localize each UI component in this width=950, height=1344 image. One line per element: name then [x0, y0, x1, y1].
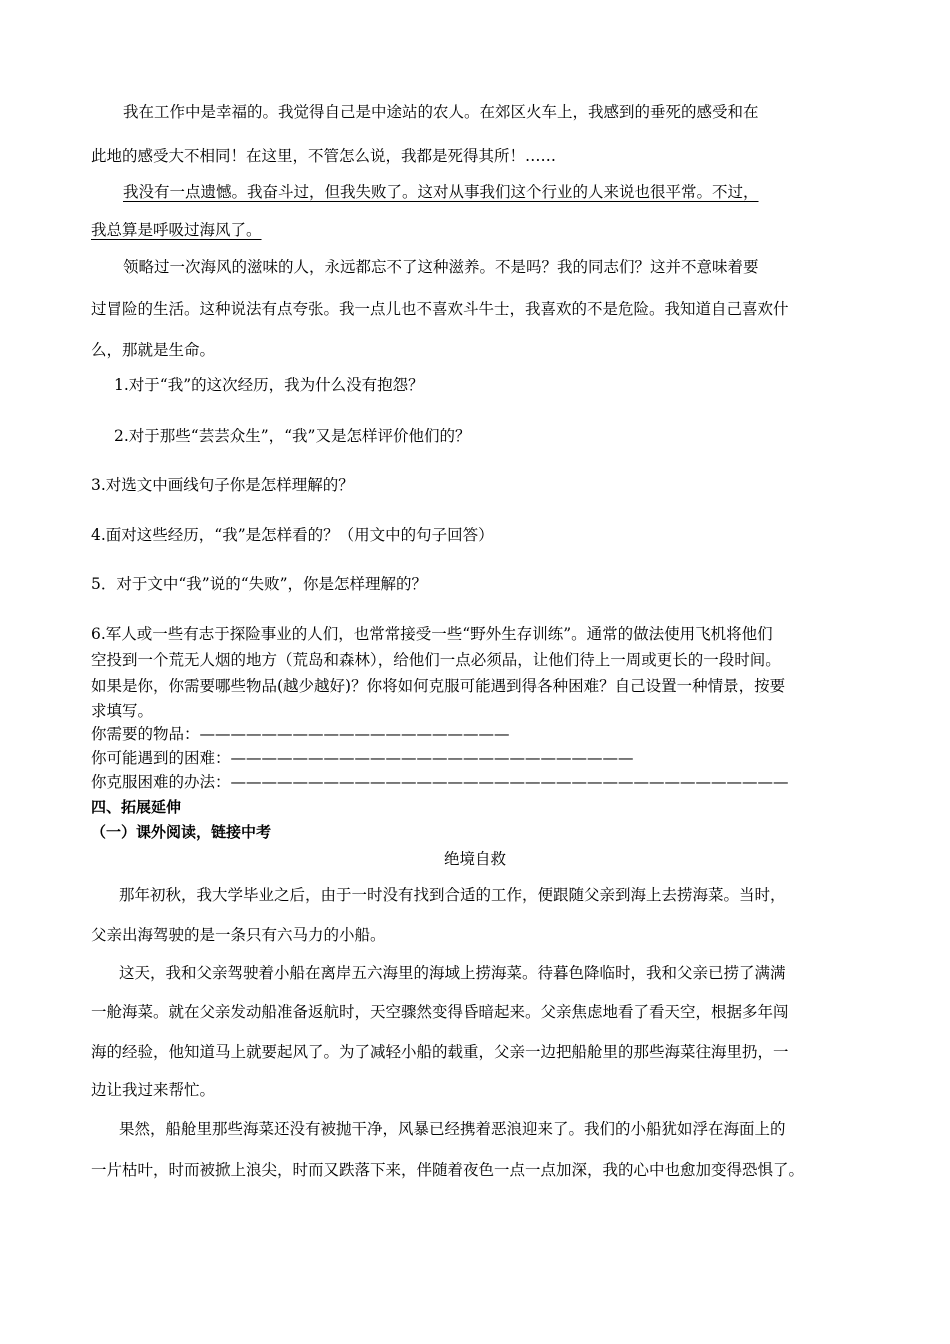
story-paragraph-line: 这天，我和父亲驾驶着小船在离岸五六海里的海域上捞海菜。待暮色降临时，我和父亲已捞了满满 — [119, 964, 786, 982]
section-subheading: （一）课外阅读，链接中考 — [91, 823, 272, 841]
fill-in-methods: 你克服困难的办法：———————————————————————————————————— — [91, 773, 789, 791]
fill-in-difficulties: 你可能遇到的困难：—————————————————————————— — [91, 749, 634, 767]
question-6-line: 如果是你，你需要哪些物品(越少越好)？你将如何克服可能遇到得各种困难？自己设置一种情景，按要 — [91, 677, 786, 695]
story-paragraph-line: 那年初秋，我大学毕业之后，由于一时没有找到合适的工作，便跟随父亲到海上去捞海菜。当时， — [119, 886, 786, 904]
story-paragraph-line: 一片枯叶，时而被掀上浪尖，时而又跌落下来，伴随着夜色一点一点加深，我的心中也愈加变得恐惧了。 — [91, 1161, 805, 1179]
underlined-sentence: 我总算是呼吸过海风了。 — [91, 221, 262, 239]
question-6-line: 空投到一个荒无人烟的地方（荒岛和森林），给他们一点必须品，让他们待上一周或更长的一段时间。 — [91, 651, 781, 669]
paragraph-line: 么，那就是生命。 — [91, 341, 216, 359]
question-6-line: 6.军人或一些有志于探险事业的人们，也常常接受一些“野外生存训练”。通常的做法使用飞机将他们 — [91, 625, 773, 643]
question-4: 4.面对这些经历，“我”是怎样看的？（用文中的句子回答） — [91, 526, 494, 544]
paragraph-line: 过冒险的生活。这种说法有点夸张。我一点儿也不喜欢斗牛士，我喜欢的不是危险。我知道自己喜欢什 — [91, 300, 789, 318]
question-3: 3.对选文中画线句子你是怎样理解的？ — [91, 476, 354, 494]
question-1: 1.对于“我”的这次经历，我为什么没有抱怨？ — [114, 376, 424, 394]
underlined-sentence: 我没有一点遗憾。我奋斗过，但我失败了。这对从事我们这个行业的人来说也很平常。不过， — [123, 183, 759, 201]
story-paragraph-line: 海的经验，他知道马上就要起风了。为了减轻小船的载重，父亲一边把船舱里的那些海菜往海里扔，一 — [91, 1043, 789, 1061]
story-paragraph-line: 边让我过来帮忙。 — [91, 1081, 216, 1099]
paragraph-line: 我在工作中是幸福的。我觉得自己是中途站的农人。在郊区火车上，我感到的垂死的感受和在 — [123, 103, 759, 121]
paragraph-line: 领略过一次海风的滋味的人，永远都忘不了这种滋养。不是吗？我的同志们？这并不意味着要 — [123, 258, 759, 276]
question-5: 5．对于文中“我”说的“失败”，你是怎样理解的？ — [91, 575, 428, 593]
story-paragraph-line: 父亲出海驾驶的是一条只有六马力的小船。 — [91, 926, 386, 944]
question-2: 2.对于那些“芸芸众生”，“我”又是怎样评价他们的？ — [114, 427, 471, 445]
question-6-line: 求填写。 — [91, 702, 154, 720]
fill-in-items: 你需要的物品：———————————————————— — [91, 725, 510, 743]
story-paragraph-line: 一舱海菜。就在父亲发动船准备返航时，天空骤然变得昏暗起来。父亲焦虑地看了看天空，根据多年闯 — [91, 1003, 789, 1021]
story-title: 绝境自救 — [443, 850, 506, 868]
paragraph-line: 此地的感受大不相同！在这里，不管怎么说，我都是死得其所！…… — [91, 147, 557, 165]
section-heading: 四、拓展延伸 — [91, 798, 182, 816]
story-paragraph-line: 果然，船舱里那些海菜还没有被抛干净，风暴已经携着恶浪迎来了。我们的小船犹如浮在海面上的 — [119, 1120, 786, 1138]
